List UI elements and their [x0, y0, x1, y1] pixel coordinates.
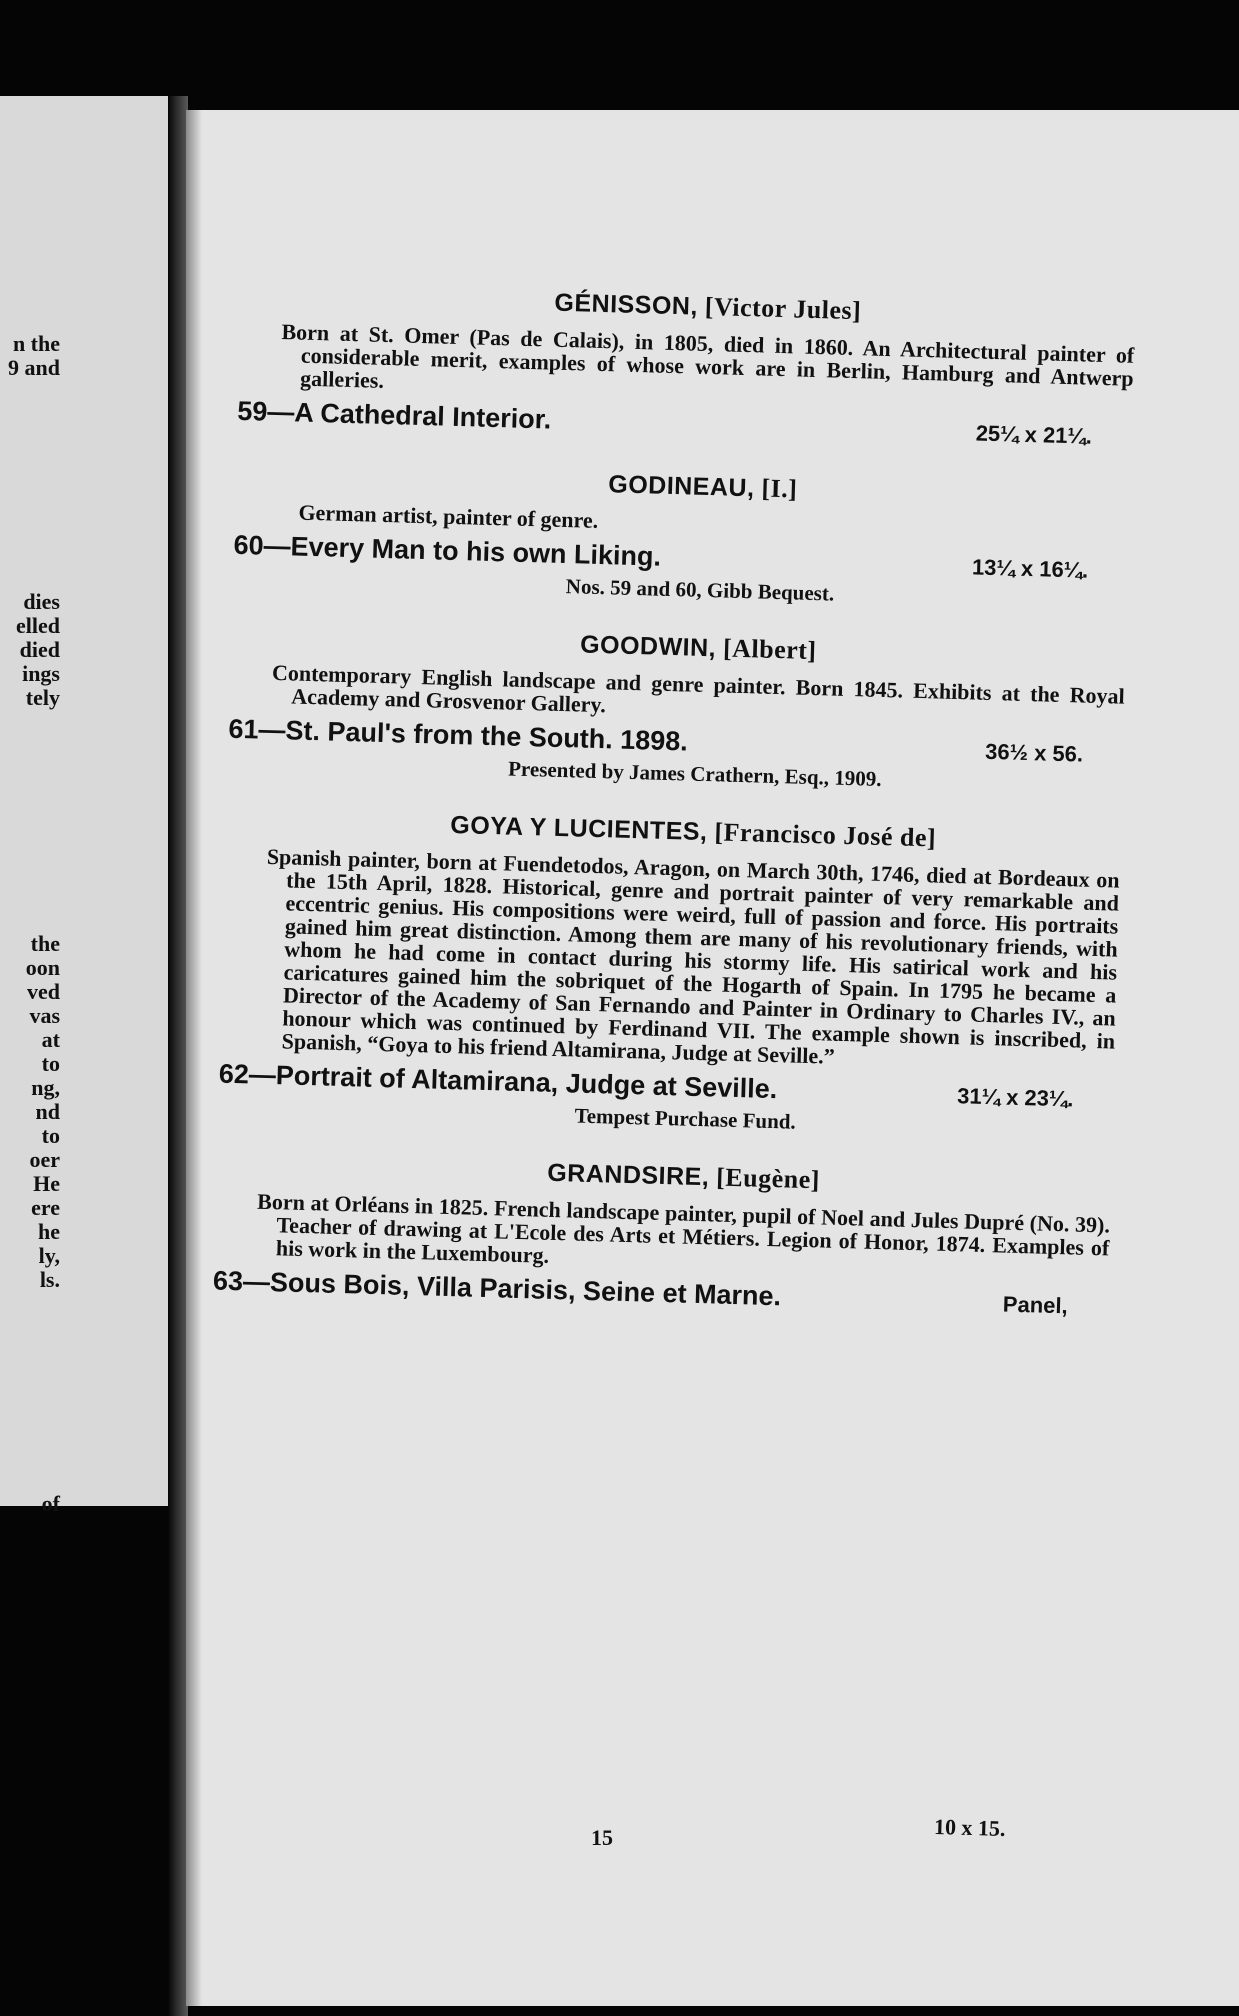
- fragment-line: tely: [25, 685, 60, 710]
- entry-title: 62—Portrait of Altamirana, Judge at Seville.: [218, 1058, 778, 1105]
- page-number: 15: [591, 1825, 613, 1850]
- artist-surname: GOYA Y LUCIENTES,: [449, 810, 708, 847]
- left-fragment-2: [16, 590, 60, 710]
- artist-bio: Spanish painter, born at Fuendetodos, Aragon, on March 30th, 1746, died at Bordeaux on the 15th April, 1828. Historical, genre and portrait painter of very remarkable and eccentric genius. His compositions were weird, full of passion and force. His portraits gained him great distinction. Among them are many of his revolutionary friends, with whom he had come in contact during his stormy life. His satirical work and his caricatures gained him the sobriquet of the Hogarth of Spain. In 1795 he became a Director of the Academy of San Fernando and Painter in Ordinary to Charles IV., an honour which was continued by Ferdinand VII. The example shown is inscribed, in Spanish, “Goya to his friend Altamirana, Judge at Seville.”: [266, 843, 1120, 1069]
- artist-surname: GOODWIN,: [579, 630, 717, 663]
- artist-surname: GODINEAU,: [607, 470, 755, 503]
- left-fragment-4: [42, 1492, 60, 1516]
- entry-dimensions: 36½ x 56.: [984, 738, 1084, 767]
- fragment-line: elled: [16, 613, 60, 638]
- fragment-line: at: [41, 1027, 60, 1052]
- fragment-line: He: [33, 1171, 60, 1196]
- page-content: [212, 280, 1135, 1325]
- fragment-line: dies: [23, 589, 60, 614]
- left-fragment-3: [26, 932, 60, 1292]
- fragment-line: ved: [27, 979, 60, 1004]
- fragment-line: 9 and: [8, 355, 60, 380]
- fragment-line: vas: [29, 1003, 60, 1028]
- artist-bio: Born at St. Omer (Pas de Calais), in 1805, died in 1860. An Architectural painter of considerable merit, examples of whose work are in Berlin, Hamburg and Antwerp galleries.: [281, 319, 1135, 393]
- fragment-line: ings: [22, 661, 60, 686]
- last-entry-dimensions: 10 x 15.: [933, 1814, 1006, 1841]
- fragment-line: he: [38, 1219, 60, 1244]
- fragment-line: the: [30, 931, 60, 956]
- entry-dimensions: Panel,: [1002, 1291, 1069, 1319]
- provenance-note: Tempest Purchase Fund.: [574, 1103, 797, 1134]
- fragment-line: oon: [25, 955, 60, 980]
- fragment-line: nd: [35, 1099, 60, 1124]
- entry-title: 61—St. Paul's from the South. 1898.: [228, 713, 689, 757]
- artist-given-name: [Victor Jules]: [704, 291, 862, 326]
- entry-dimensions: 13¼ x 16¼.: [971, 554, 1089, 583]
- entry-title: 63—Sous Bois, Villa Parisis, Seine et Marne.: [212, 1265, 782, 1312]
- artist-surname: GRANDSIRE,: [546, 1158, 710, 1192]
- fragment-line: to: [41, 1051, 60, 1076]
- artist-bio: German artist, painter of genre.: [298, 499, 599, 533]
- entry-dimensions: 31¼ x 23¼.: [956, 1083, 1074, 1112]
- artist-given-name: [Eugène]: [715, 1162, 821, 1195]
- fragment-line: oer: [29, 1147, 60, 1172]
- entry-title: 59—A Cathedral Interior.: [236, 395, 552, 435]
- fragment-line: ere: [31, 1195, 60, 1220]
- fragment-line: to: [41, 1123, 60, 1148]
- artist-given-name: [Albert]: [722, 633, 817, 666]
- page-gutter: [168, 96, 188, 2016]
- provenance-note: Presented by James Crathern, Esq., 1909.: [507, 756, 882, 791]
- left-page-fragment: [0, 96, 168, 1516]
- fragment-line: n the: [12, 331, 60, 356]
- artist-bio: Contemporary English landscape and genre painter. Born 1845. Exhibits at the Royal Academy and Grosvenor Gallery.: [271, 659, 1126, 718]
- entry-dimensions: 25¼ x 21¼.: [975, 420, 1093, 449]
- fragment-line: ls.: [39, 1267, 60, 1292]
- artist-given-name: [I.]: [761, 473, 798, 504]
- fragment-line: ly,: [38, 1243, 60, 1268]
- fragment-line: died: [19, 637, 60, 662]
- catalogue-page: [186, 110, 1239, 2006]
- entry-title: 60—Every Man to his own Liking.: [233, 529, 662, 572]
- fragment-line: ng,: [31, 1075, 60, 1100]
- fragment-line: of: [41, 1491, 60, 1516]
- artist-bio: Born at Orléans in 1825. French landscape painter, pupil of Noel and Jules Dupré (No. 39). Teacher of drawing at L'Ecole des Arts et Métiers. Legion of Honor, 1874. Examples of his work in the Luxembourg.: [256, 1188, 1111, 1268]
- left-fragment-1: [8, 332, 60, 380]
- provenance-note: Nos. 59 and 60, Gibb Bequest.: [565, 574, 835, 606]
- artist-given-name: [Francisco José de]: [714, 817, 937, 853]
- artist-surname: GÉNISSON,: [554, 288, 699, 321]
